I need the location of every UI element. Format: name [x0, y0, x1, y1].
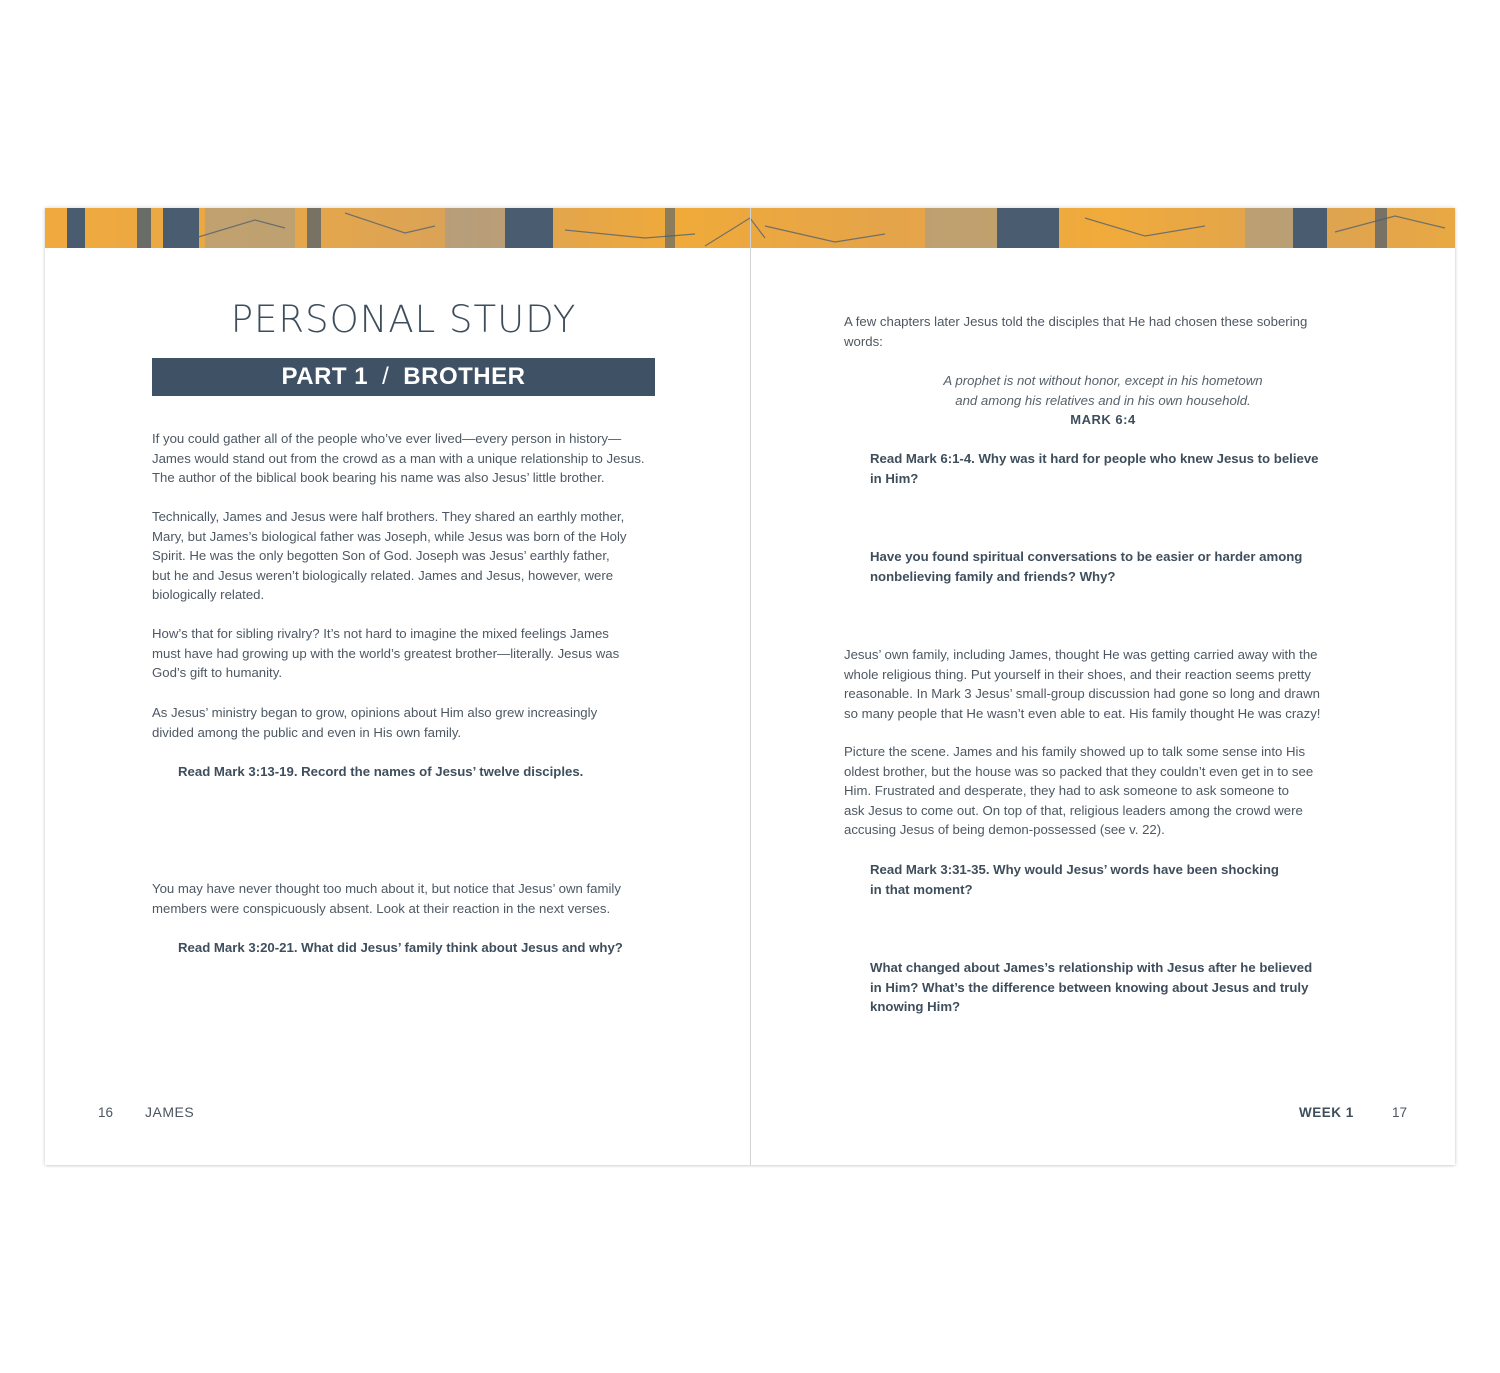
- page-number-left: 16: [98, 1105, 114, 1120]
- part-heading-bar: [152, 358, 655, 396]
- question-spiritual-conversations: Have you found spiritual conversations to be easier or harder among nonbelieving family and friends? Why?: [870, 549, 1303, 584]
- right-page: [751, 248, 1455, 1165]
- question-mark-3-20: Read Mark 3:20-21. What did Jesus’ family think about Jesus and why?: [178, 940, 623, 955]
- intro-paragraph: A few chapters later Jesus told the disciples that He had chosen these sobering words:: [844, 314, 1308, 349]
- paragraph-4: As Jesus’ ministry began to grow, opinions about Him also grew increasingly divided among the public and even in His own family.: [152, 705, 598, 740]
- paragraph-family-reaction: Jesus’ own family, including James, thought He was getting carried away with the whole religious thing. Put yourself in their shoes, and their reaction seems pretty reasonable. In Mark 3 Jesus’ small-group discussion had gone so long and drawn so many people that He wasn’t even able to eat. His family thought He was crazy!: [844, 647, 1321, 721]
- paragraph-picture-scene: Picture the scene. James and his family showed up to talk some sense into His oldest brother, but the house was so packed that they couldn’t even get in to see Him. Frustrated and desperate, they had to ask someone to ask someone to ask Jesus to come out. On top of that, religious leaders among the crowd were accusing Jesus of being demon-possessed (see v. 22).: [844, 744, 1314, 838]
- left-page: [45, 248, 750, 1165]
- scripture-reference: MARK 6:4: [1070, 412, 1136, 427]
- paragraph-2: Technically, James and Jesus were half brothers. They shared an earthly mother, Mary, but James’s biological father was Joseph, while Jesus was born of the Holy Spirit. He was the only begotten Son of God. Joseph was Jesus’ earthly father, but he and Jesus weren’t biologically related. James and Jesus, however, were biologically related.: [152, 509, 627, 603]
- running-head-right: WEEK 1: [1299, 1105, 1354, 1120]
- question-mark-6-1: Read Mark 6:1-4. Why was it hard for people who knew Jesus to believe in Him?: [870, 451, 1319, 486]
- question-james-relationship: What changed about James’s relationship with Jesus after he believed in Him? What’s the difference between knowing about Jesus and truly knowing Him?: [870, 960, 1313, 1015]
- running-head-left: JAMES: [145, 1104, 195, 1120]
- book-spread: [45, 208, 1455, 1165]
- part-label: PART 1: [281, 363, 369, 390]
- paragraph-1: If you could gather all of the people who’ve ever lived—every person in history— James would stand out from the crowd as a man with a unique relationship to Jesus. The author of the biblical book bearing his name was also Jesus’ little brother.: [152, 431, 645, 486]
- question-mark-3-13: Read Mark 3:13-19. Record the names of Jesus’ twelve disciples.: [178, 764, 584, 779]
- paragraph-5: You may have never thought too much about it, but notice that Jesus’ own family members were conspicuously absent. Look at their reaction in the next verses.: [152, 881, 621, 916]
- part-name: BROTHER: [403, 363, 526, 390]
- paragraph-3: How’s that for sibling rivalry? It’s not hard to imagine the mixed feelings James must have had growing up with the world’s greatest brother—literally. Jesus was God’s gift to humanity.: [152, 626, 620, 681]
- page-title: PERSONAL STUDY: [230, 298, 577, 341]
- question-mark-3-31: Read Mark 3:31-35. Why would Jesus’ words have been shocking in that moment?: [870, 862, 1279, 897]
- part-separator: /: [382, 363, 390, 390]
- page-number-right: 17: [1392, 1105, 1408, 1120]
- scripture-quote: A prophet is not without honor, except in his hometown and among his relatives and in his own household.: [943, 373, 1263, 408]
